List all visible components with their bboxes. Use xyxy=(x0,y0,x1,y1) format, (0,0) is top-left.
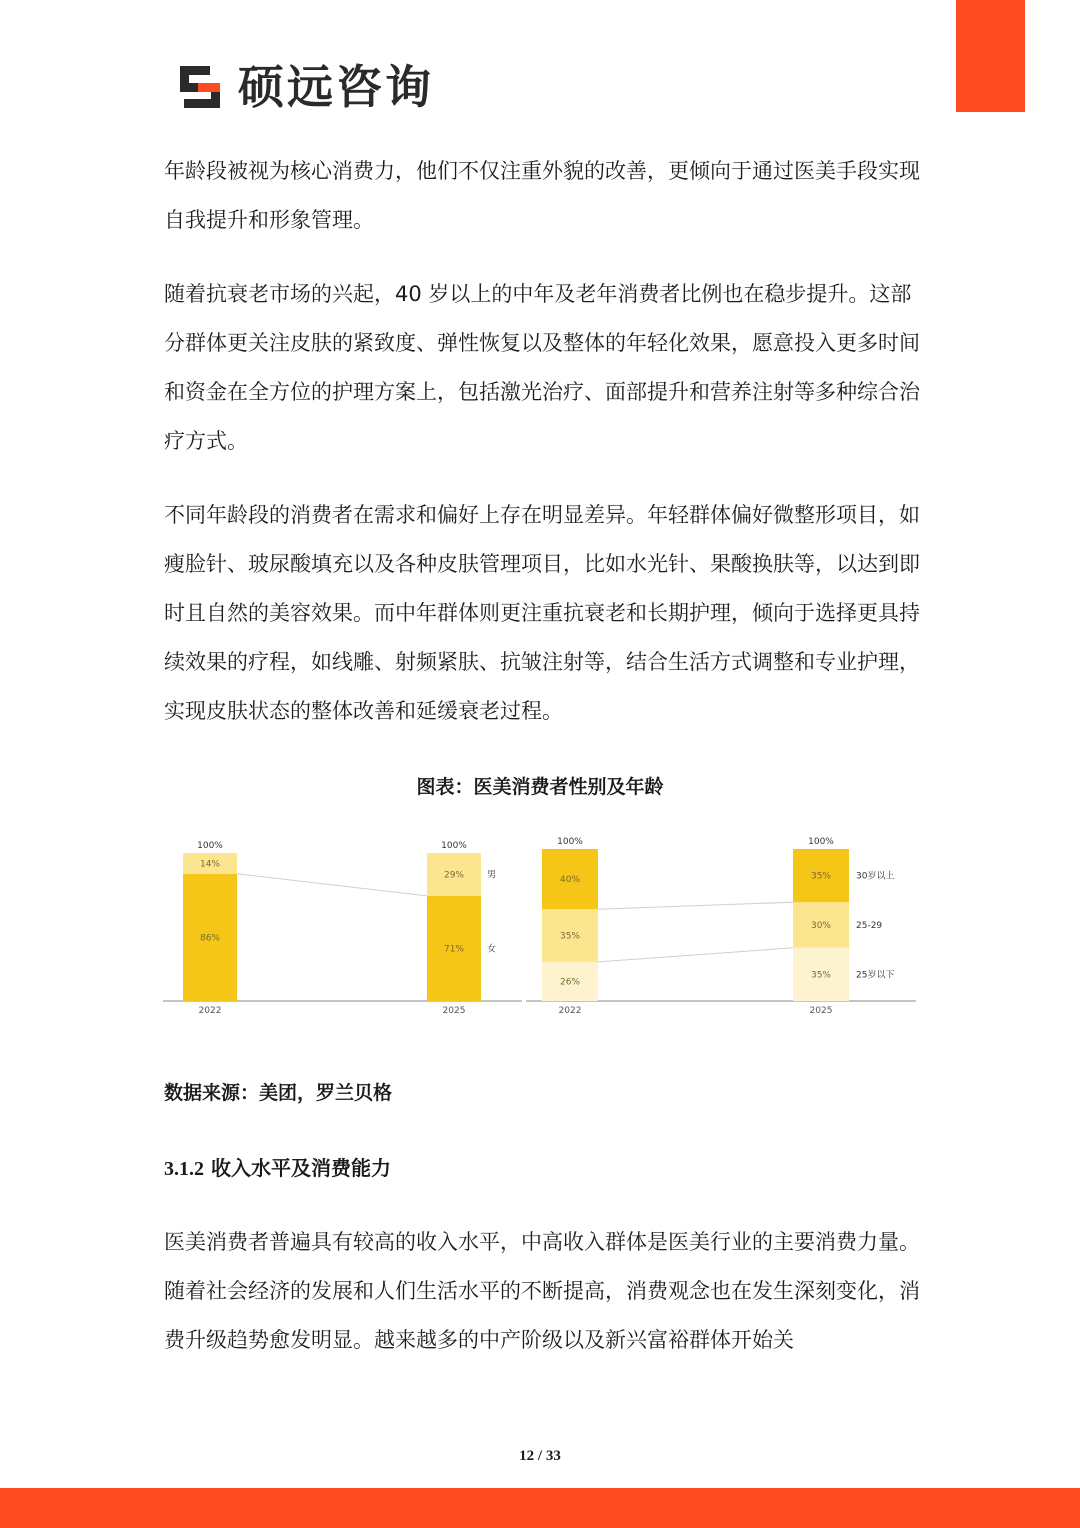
data-label: 14% xyxy=(199,859,221,870)
data-label: 40% xyxy=(559,875,581,886)
data-label: 26% xyxy=(559,977,581,988)
legend-label: 30岁以上 xyxy=(856,871,895,882)
connector-line xyxy=(598,902,793,909)
x-tick-label: 2025 xyxy=(442,1006,466,1016)
legend-label: 女 xyxy=(487,944,497,955)
connector-line xyxy=(598,948,793,962)
legend-label: 男 xyxy=(487,870,497,881)
x-tick-label: 2025 xyxy=(809,1006,833,1016)
figure-caption: 图表：医美消费者性别及年龄 xyxy=(416,776,664,798)
x-tick-label: 2022 xyxy=(558,1006,582,1016)
paragraph-1: 年龄段被视为核心消费力，他们不仅注重外貌的改善，更倾向于通过医美手段实现自我提升和形象管理。 xyxy=(164,159,920,232)
corner-accent-block xyxy=(956,0,1025,112)
section-title: 收入水平及消费能力 xyxy=(210,1156,391,1180)
x-tick-label: 2022 xyxy=(198,1006,222,1016)
section-heading xyxy=(164,1152,391,1181)
data-label: 86% xyxy=(199,933,221,944)
footer-accent-bar xyxy=(0,1488,1080,1528)
paragraph-3: 不同年龄段的消费者在需求和偏好上存在明显差异。年轻群体偏好微整形项目，如瘦脸针、玻尿酸填充以及各种皮肤管理项目，比如水光针、果酸换肤等，以达到即时且自然的美容效果。而中年群体则更注重抗衰老和长期护理，倾向于选择更具持续效果的疗程，如线雕、射频紧肤、抗皱注射等，结合生活方式调整和专业护理，实现皮肤状态的整体改善和延缓衰老过程。 xyxy=(164,503,920,723)
data-label: 35% xyxy=(810,970,832,981)
connector-line xyxy=(237,874,427,896)
total-label: 100% xyxy=(808,837,834,847)
legend-label: 25岁以下 xyxy=(856,970,895,981)
total-label: 100% xyxy=(557,837,583,847)
legend-label: 25-29 xyxy=(856,921,883,931)
data-label: 71% xyxy=(443,944,465,955)
data-label: 29% xyxy=(443,870,465,881)
s-shaped-logo-icon xyxy=(176,62,228,112)
brand-name: 硕远咨询 xyxy=(238,60,434,114)
paragraph-2: 随着抗衰老市场的兴起，40 岁以上的中年及老年消费者比例也在稳步提升。这部分群体更关注皮肤的紧致度、弹性恢复以及整体的年轻化效果，愿意投入更多时间和资金在全方位的护理方案上，包括激光治疗、面部提升和营养注射等多种综合治疗方式。 xyxy=(164,282,920,453)
total-label: 100% xyxy=(441,841,467,851)
paragraph-4: 医美消费者普遍具有较高的收入水平，中高收入群体是医美行业的主要消费力量。随着社会经济的发展和人们生活水平的不断提高，消费观念也在发生深刻变化，消费升级趋势愈发明显。越来越多的中产阶级以及新兴富裕群体开始关 xyxy=(164,1230,920,1352)
data-label: 35% xyxy=(559,931,581,942)
total-label: 100% xyxy=(197,841,223,851)
brand-logo xyxy=(176,58,434,116)
section-number: 3.1.2 xyxy=(164,1158,204,1180)
data-label: 30% xyxy=(810,921,832,931)
page-number: 12 / 33 xyxy=(519,1448,561,1464)
gender-age-chart xyxy=(150,825,930,1025)
data-source: 数据来源：美团，罗兰贝格 xyxy=(164,1082,393,1104)
data-label: 35% xyxy=(810,871,832,882)
